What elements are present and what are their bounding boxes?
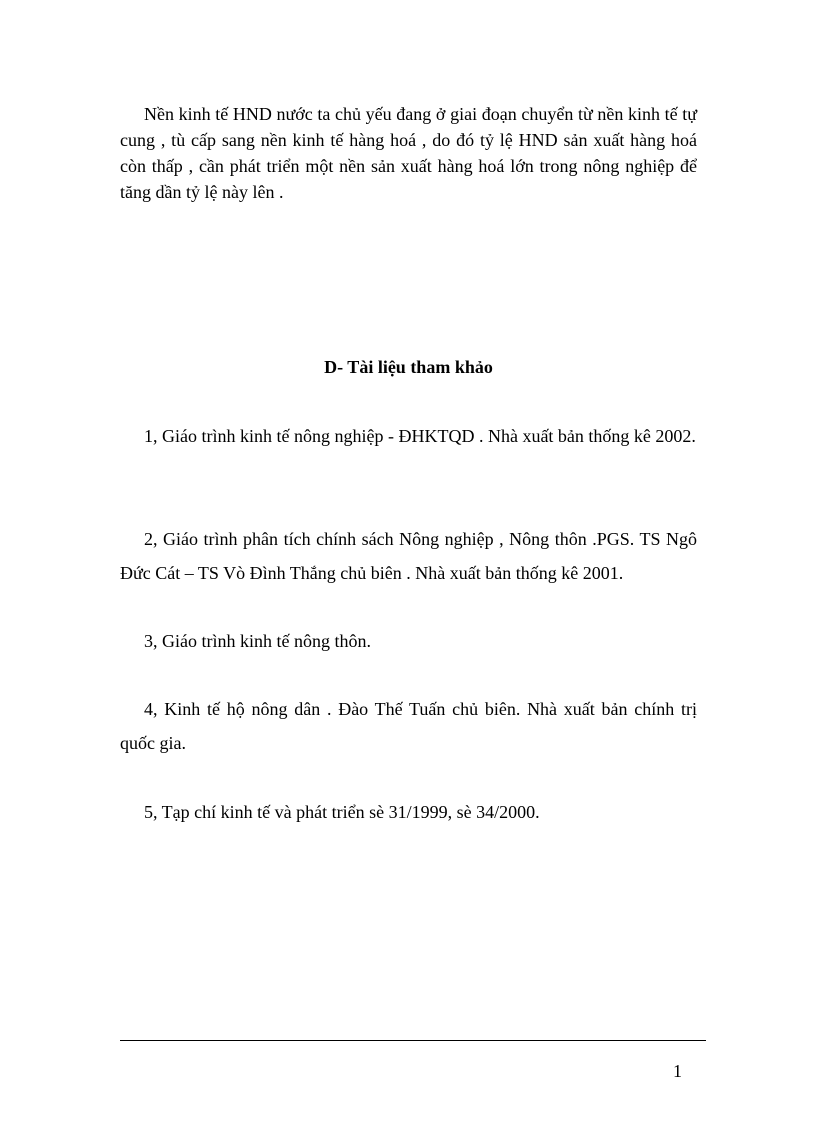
page-number: 1 <box>673 1061 682 1081</box>
footer-divider <box>120 1040 706 1041</box>
intro-paragraph: Nền kinh tế HND nước ta chủ yếu đang ở giai đoạn chuyển từ nền kinh tế tự cung , tù cấp sang nền kinh tế hàng hoá , do đó tỷ lệ HND sản xuất hàng hoá còn thấp , cần phát triển một nền sản xuất hàng hoá lớn trong nông nghiệp để tăng dần tỷ lệ này lên . <box>120 104 697 202</box>
reference-item-2: 2, Giáo trình phân tích chính sách Nông nghiệp , Nông thôn .PGS. TS Ngô Đức Cát – TS Vò Đình Thắng chủ biên . Nhà xuất bản thống kê 2001. <box>120 529 697 583</box>
reference-item-5: 5, Tạp chí kinh tế và phát triển sè 31/1999, sè 34/2000. <box>144 802 540 822</box>
reference-item-3: 3, Giáo trình kinh tế nông thôn. <box>144 631 371 651</box>
section-heading-references: D- Tài liệu tham khảo <box>324 357 493 377</box>
reference-item-4: 4, Kinh tế hộ nông dân . Đào Thế Tuấn chủ biên. Nhà xuất bản chính trị quốc gia. <box>120 699 697 753</box>
reference-item-1: 1, Giáo trình kinh tế nông nghiệp - ĐHKTQD . Nhà xuất bản thống kê 2002. <box>144 426 696 446</box>
